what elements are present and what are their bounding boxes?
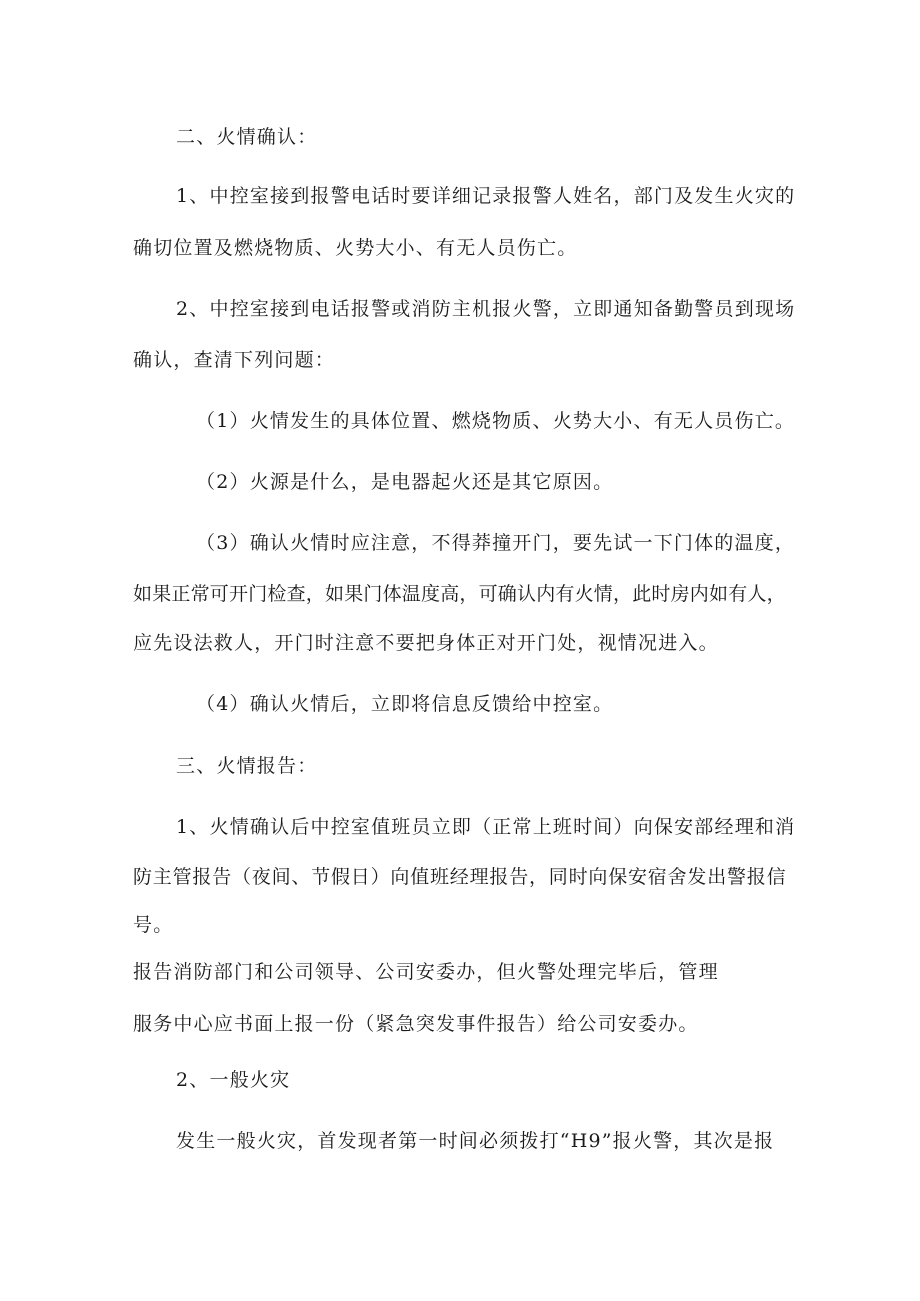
paragraph-line: 1、火情确认后中控室值班员立即（正常上班时间）向保安部经理和消 <box>176 816 796 838</box>
subsection-heading-general-fire: 2、一般火灾 <box>176 1069 291 1091</box>
paragraph-line: 2、中控室接到电话报警或消防主机报火警，立即通知备勤警员到现场 <box>176 298 796 320</box>
paragraph-line: 防主管报告（夜间、节假日）向值班经理报告，同时向保安宿舍发出警报信 <box>133 866 787 888</box>
list-item: （3）确认火情时应注意，不得莽撞开门，要先试一下门体的温度， <box>196 532 796 554</box>
paragraph-line: 确切位置及燃烧物质、火势大小、有无人员伤亡。 <box>133 237 578 259</box>
paragraph-line: 确认，查清下列问题： <box>133 349 336 371</box>
paragraph-line: 如果正常可开门检查，如果门体温度高，可确认内有火情，此时房内如有人， <box>133 583 786 605</box>
paragraph-line: 服务中心应书面上报一份（紧急突发事件报告）给公司安委办。 <box>133 1013 699 1035</box>
paragraph-line: 报告消防部门和公司领导、公司安委办，但火警处理完毕后，管理 <box>133 961 719 983</box>
section-heading-fire-report: 三、火情报告： <box>176 755 318 777</box>
paragraph-line: 号。 <box>133 914 174 936</box>
paragraph-line: 发生一般火灾，首发现者第一时间必须拨打“H9”报火警，其次是报 <box>176 1130 775 1152</box>
list-item: （2）火源是什么，是电器起火还是其它原因。 <box>196 471 614 493</box>
paragraph-line: 应先设法救人，开门时注意不要把身体正对开门处，视情况进入。 <box>133 632 719 654</box>
list-item: （1）火情发生的具体位置、燃烧物质、火势大小、有无人员伤亡。 <box>196 410 796 432</box>
paragraph-line: 1、中控室接到报警电话时要详细记录报警人姓名，部门及发生火灾的 <box>176 185 796 207</box>
section-heading-fire-confirmation: 二、火情确认： <box>176 126 318 148</box>
list-item: （4）确认火情后，立即将信息反馈给中控室。 <box>196 693 614 715</box>
